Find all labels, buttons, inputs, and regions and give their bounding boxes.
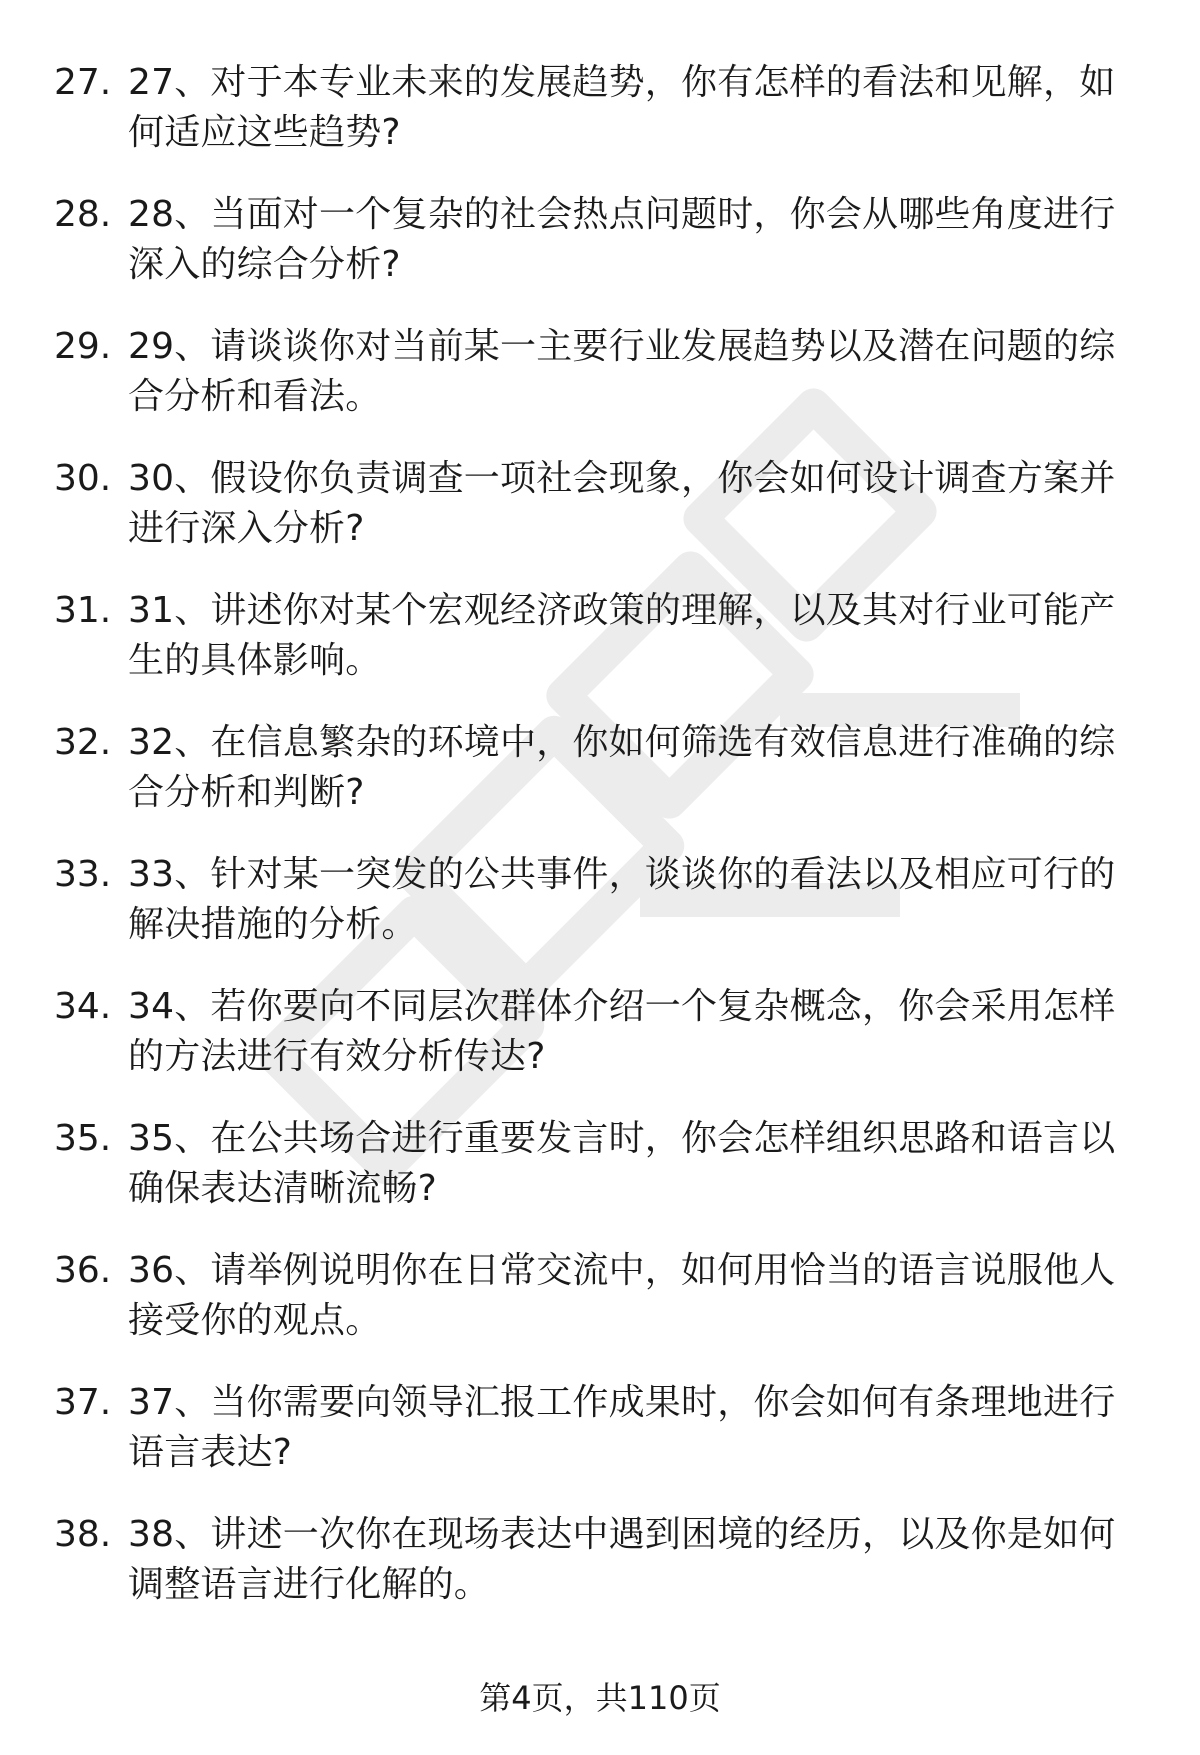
list-item (0, 322, 1200, 454)
item-text: 28、当面对一个复杂的社会热点问题时，你会从哪些角度进行深入的综合分析? (128, 194, 1116, 285)
list-item (0, 190, 1200, 322)
item-text: 36、请举例说明你在日常交流中，如何用恰当的语言说服他人接受你的观点。 (128, 1250, 1116, 1341)
item-text: 30、假设你负责调查一项社会现象，你会如何设计调查方案并进行深入分析? (128, 458, 1116, 549)
list-item (0, 1246, 1200, 1378)
item-number: 37. (54, 1382, 112, 1423)
item-text: 29、请谈谈你对当前某一主要行业发展趋势以及潜在问题的综合分析和看法。 (128, 326, 1116, 417)
item-text: 37、当你需要向领导汇报工作成果时，你会如何有条理地进行语言表达? (128, 1382, 1116, 1473)
page-footer: 第4页，共110页 (479, 1679, 721, 1717)
list-item (0, 58, 1200, 190)
item-number: 34. (54, 986, 112, 1027)
item-number: 38. (54, 1514, 112, 1555)
list-item (0, 454, 1200, 586)
item-text: 32、在信息繁杂的环境中，你如何筛选有效信息进行准确的综合分析和判断? (128, 722, 1116, 813)
list-item (0, 1378, 1200, 1510)
item-number: 36. (54, 1250, 112, 1291)
list-item (0, 718, 1200, 850)
item-text: 33、针对某一突发的公共事件，谈谈你的看法以及相应可行的解决措施的分析。 (128, 854, 1116, 945)
item-number: 28. (54, 194, 112, 235)
question-list (0, 58, 1200, 1642)
item-text: 27、对于本专业未来的发展趋势，你有怎样的看法和见解，如何适应这些趋势? (128, 62, 1116, 153)
item-text: 38、讲述一次你在现场表达中遇到困境的经历，以及你是如何调整语言进行化解的。 (128, 1514, 1116, 1605)
item-number: 32. (54, 722, 112, 763)
list-item (0, 850, 1200, 982)
item-number: 29. (54, 326, 112, 367)
item-text: 34、若你要向不同层次群体介绍一个复杂概念，你会采用怎样的方法进行有效分析传达? (128, 986, 1116, 1077)
item-text: 31、讲述你对某个宏观经济政策的理解，以及其对行业可能产生的具体影响。 (128, 590, 1116, 681)
item-number: 35. (54, 1118, 112, 1159)
item-number: 30. (54, 458, 112, 499)
item-number: 27. (54, 62, 112, 103)
item-text: 35、在公共场合进行重要发言时，你会怎样组织思路和语言以确保表达清晰流畅? (128, 1118, 1116, 1209)
list-item (0, 1114, 1200, 1246)
item-number: 33. (54, 854, 112, 895)
item-number: 31. (54, 590, 112, 631)
list-item (0, 982, 1200, 1114)
list-item (0, 586, 1200, 718)
list-item (0, 1510, 1200, 1642)
